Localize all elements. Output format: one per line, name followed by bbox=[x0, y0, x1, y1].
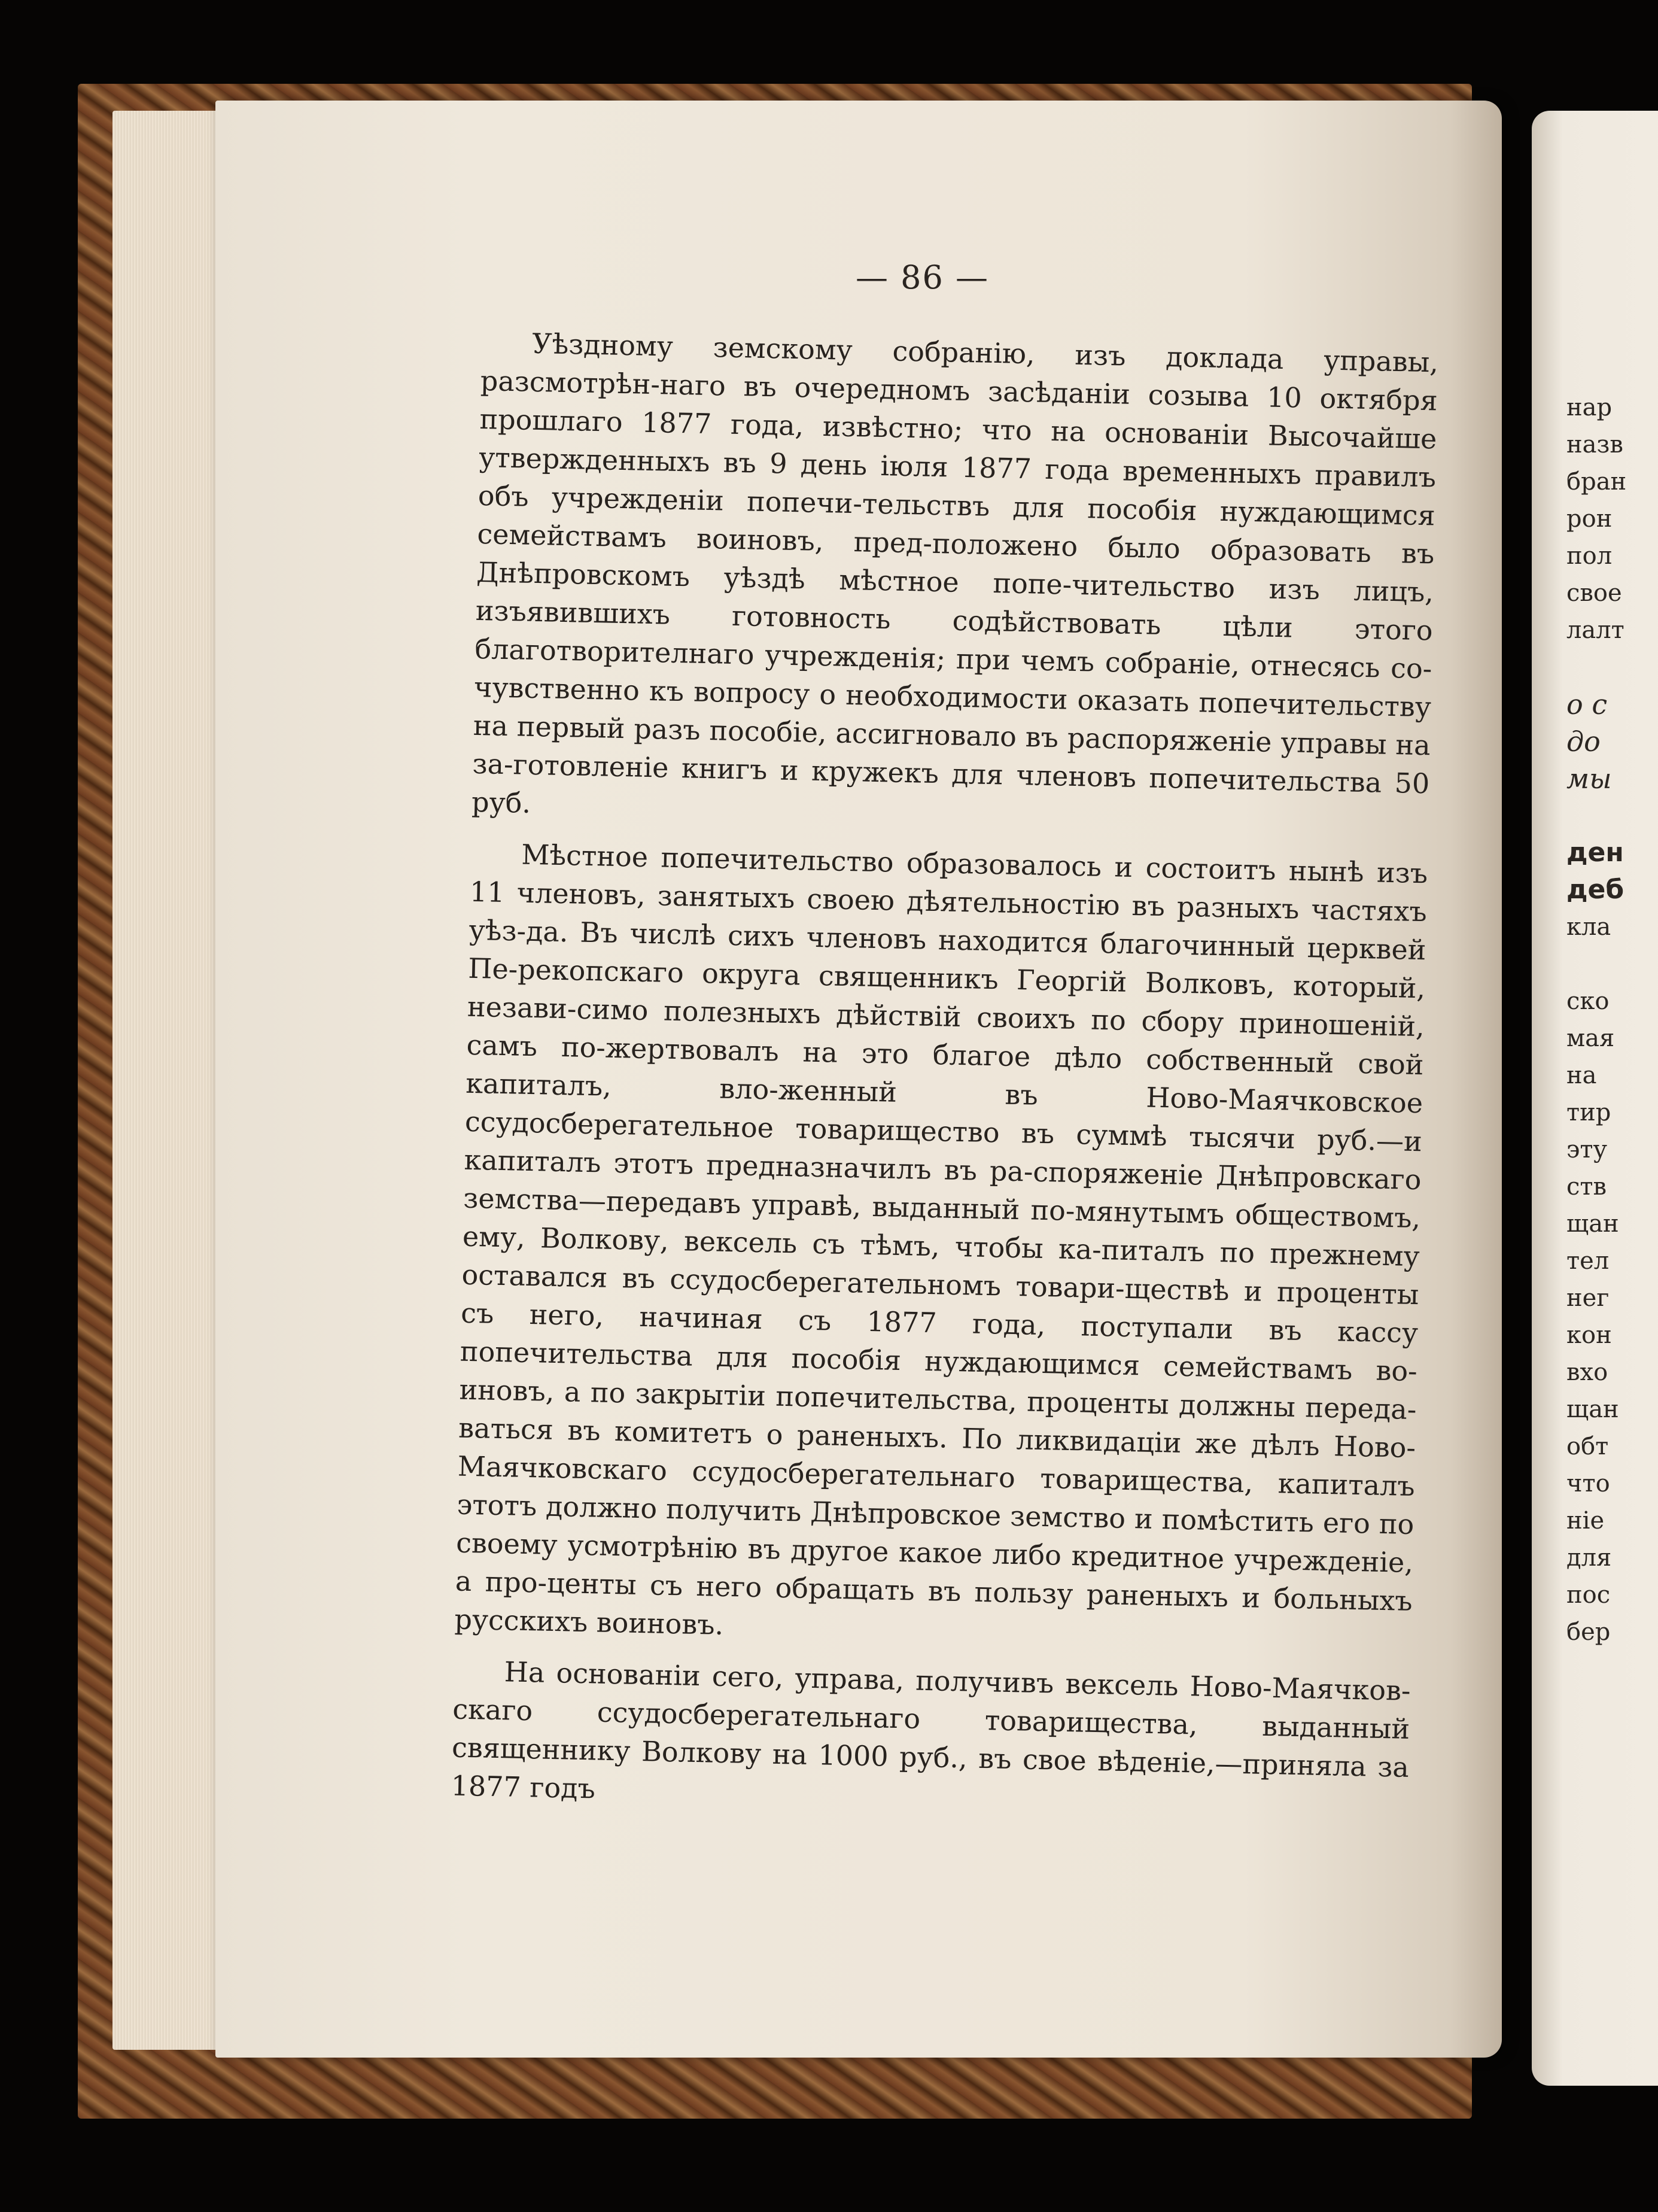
next-page-line: что bbox=[1566, 1470, 1610, 1497]
next-page-line: кла bbox=[1566, 913, 1611, 941]
next-page-gap bbox=[1566, 946, 1658, 983]
next-page-line: вхо bbox=[1566, 1359, 1608, 1386]
next-page-line: бер bbox=[1566, 1618, 1611, 1646]
page-number: — 86 — bbox=[856, 259, 990, 296]
next-page-gap bbox=[1566, 797, 1658, 834]
next-page-line: бран bbox=[1566, 468, 1627, 496]
next-page-line: лалт bbox=[1566, 616, 1624, 644]
page-block-edges bbox=[112, 111, 232, 2050]
next-page-line: на bbox=[1566, 1062, 1597, 1089]
next-page-line: обт bbox=[1566, 1433, 1609, 1460]
next-page-line: до bbox=[1566, 725, 1601, 758]
next-page-line: нар bbox=[1566, 394, 1613, 421]
body-text bbox=[451, 323, 1439, 1838]
next-page-line: рон bbox=[1566, 505, 1613, 533]
next-page-line: щан bbox=[1566, 1396, 1619, 1423]
next-page-line: тир bbox=[1566, 1099, 1611, 1126]
next-page-line: кон bbox=[1566, 1321, 1612, 1349]
paragraph-3: На основаніи сего, управа, получивъ вексель Ново-Маячков-скаго ссудосберегательнаго товарищества, выданный священнику Волкову на 1000 руб., въ свое вѣденіе,—приняла за 1877 годъ bbox=[451, 1655, 1411, 1805]
paragraph-2: Мѣстное попечительство образовалось и состоитъ нынѣ изъ 11 членовъ, занятыхъ своею дѣятельностію въ разныхъ частяхъ уѣз-да. Въ числѣ сихъ членовъ находится благочинный церквей Пе-рекопскаго округа священникъ Георгій Волковъ, который, незави-симо полезныхъ дѣйствій своихъ по сбору приношеній, самъ по-жертвовалъ на это благое дѣло собственный свой капиталъ, вло-женный въ Ново-Маячковское ссудосберегательное товарищество въ суммѣ тысячи руб.—и капиталъ этотъ предназначилъ въ ра-споряженіе Днѣпровскаго земства—передавъ управѣ, выданный по-мянутымъ обществомъ, ему, Волкову, вексель съ тѣмъ, чтобы ка-питалъ по прежнему оставался въ ссудосберегательномъ товари-ществѣ и проценты съ него, начиная съ 1877 года, поступали въ кассу попечительства для пособія нуждающимся семействамъ во-иновъ, а по закрытіи попечительства, проценты должны переда-ваться въ комитетъ о раненыхъ. По ликвидаціи же дѣлъ Ново-Маячковскаго ссудосберегательнаго товарищества, капиталъ этотъ должно получить Днѣпровское земство и помѣстить его по своему усмотрѣнію въ другое какое либо кредитное учрежденіе, а про-центы съ него обращать въ пользу раненыхъ и больныхъ русскихъ воиновъ. bbox=[454, 838, 1428, 1641]
next-page-line: тел bbox=[1566, 1247, 1610, 1275]
next-page-line: ніе bbox=[1566, 1507, 1605, 1535]
next-page-text bbox=[1566, 389, 1658, 1651]
next-page-line: мая bbox=[1566, 1025, 1615, 1052]
next-page-line: ско bbox=[1566, 988, 1610, 1015]
next-page-gap bbox=[1566, 649, 1658, 686]
next-page-line: назв bbox=[1566, 431, 1623, 458]
next-page-line: ств bbox=[1566, 1173, 1607, 1201]
next-page-line: о с bbox=[1566, 688, 1608, 721]
next-page-line: деб bbox=[1566, 874, 1624, 905]
paragraph-1: Уѣздному земскому собранію, изъ доклада управы, разсмотрѣн-наго въ очередномъ засѣданіи созыва 10 октября прошлаго 1877 года, извѣстно; что на основаніи Высочайше утвержденныхъ въ 9 день іюля 1877 года временныхъ правилъ объ учрежденіи попечи-тельствъ для пособія нуждающимся семействамъ воиновъ, пред-положено было образовать въ Днѣпровскомъ уѣздѣ мѣстное попе-чительство изъ лицъ, изъявившихъ готовность содѣйствовать цѣли этого благотворителнаго учрежденія; при чемъ собраніе, отнесясь со-чувственно къ вопросу о необходимости оказать попечительству на первый разъ пособіе, ассигновало въ распоряженіе управы на за-готовленіе книгъ и кружекъ для членовъ попечительства 50 руб. bbox=[471, 327, 1439, 819]
next-page-line: эту bbox=[1566, 1136, 1608, 1163]
next-page-line: пос bbox=[1566, 1581, 1611, 1609]
next-page-line: свое bbox=[1566, 579, 1622, 607]
next-page-line: мы bbox=[1566, 762, 1612, 795]
next-page-line: щан bbox=[1566, 1210, 1619, 1238]
next-page-line: пол bbox=[1566, 542, 1613, 570]
next-page-line: для bbox=[1566, 1544, 1612, 1572]
next-page-line: ден bbox=[1566, 837, 1624, 868]
next-page-line: нег bbox=[1566, 1284, 1610, 1312]
